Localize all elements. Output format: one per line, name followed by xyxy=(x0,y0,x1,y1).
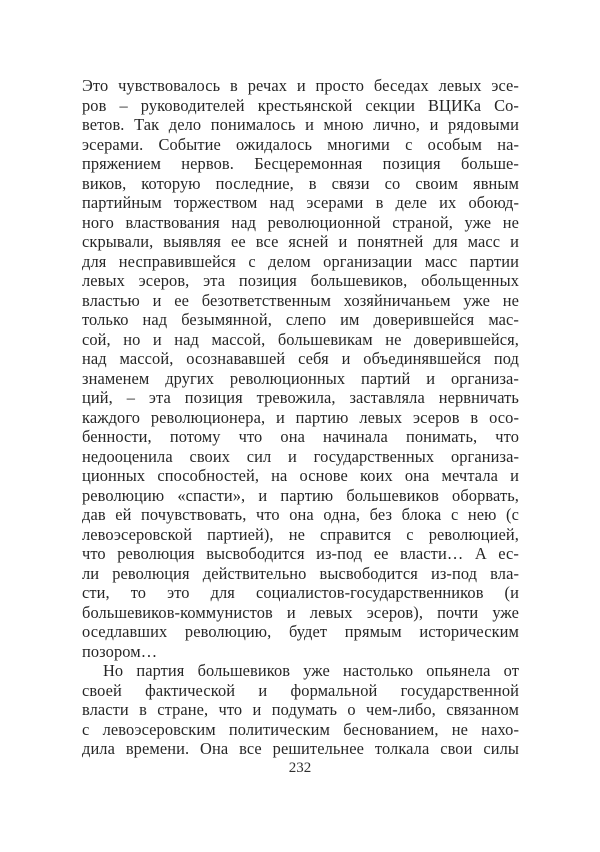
page-number: 232 xyxy=(288,760,312,776)
text-line: эсерами. Событие ожидалось многими с особым на- xyxy=(82,134,519,154)
text-line: своей фактической и формальной государственной xyxy=(82,680,519,700)
text-line: скрывали, выявляя ее все ясней и понятней для масс и xyxy=(82,232,519,251)
text-line: ций, – эта позиция тревожила, заставляла нервничать xyxy=(82,388,519,407)
text-line: для несправившейся с делом организации масс партии xyxy=(82,251,519,271)
text-line: каждого революционера, и партию левых эсеров в осо- xyxy=(82,407,519,427)
text-line: ционных способностей, на основе коих она мечтала и xyxy=(82,466,519,485)
text-line: властью и ее безответственным хозяйничаньем уже не xyxy=(82,290,519,310)
paragraph xyxy=(82,661,519,759)
text-line: левоэсеровской партией), не справится с революцией, xyxy=(82,524,519,544)
text-line: Это чувствовалось в речах и просто беседах левых эсе- xyxy=(82,76,519,95)
text-line: над массой, осознававшей себя и объединявшейся под xyxy=(82,349,519,368)
text-line: пряжением нервов. Бесцеремонная позиция больше- xyxy=(82,154,519,173)
text-line: дила времени. Она все решительнее толкала свои силы xyxy=(82,739,519,758)
text-line: сой, но и над массой, большевикам не доверившейся, xyxy=(82,329,519,349)
text-line: революцию «спасти», и партию большевиков оборвать, xyxy=(82,485,519,505)
text-line: партийным торжеством над эсерами в деле их обоюд- xyxy=(82,193,519,212)
text-line: ли революция действительно высвободится из-под вла- xyxy=(82,563,519,583)
text-line: дав ей почувствовать, что она одна, без блока с нею (с xyxy=(82,505,519,524)
text-line: виков, которую последние, в связи со своим явным xyxy=(82,173,519,193)
text-line: только над безымянной, слепо им доверившейся мас- xyxy=(82,310,519,329)
text-line: большевиков-коммунистов и левых эсеров), почти уже xyxy=(82,602,519,622)
text-line: ров – руководителей крестьянской секции ВЦИКа Со- xyxy=(82,95,519,115)
text-line: что революция высвободится из-под ее власти… А ес- xyxy=(82,544,519,563)
text-line: сти, то это для социалистов-государственников (и xyxy=(82,583,519,602)
text-line: Но партия большевиков уже настолько опьянела от xyxy=(103,661,519,680)
text-block xyxy=(82,76,519,759)
text-line: знаменем других революционных партий и организа- xyxy=(82,368,519,388)
text-line: с левоэсеровским политическим беснованием, не нахо- xyxy=(82,719,519,739)
text-line: оседлавших революцию, будет прямым историческим xyxy=(82,622,519,641)
text-line: бенности, потому что она начинала понимать, что xyxy=(82,427,519,446)
text-line: левых эсеров, эта позиция большевиков, обольщенных xyxy=(82,271,519,290)
text-line: ветов. Так дело понималось и мною лично, и рядовыми xyxy=(82,115,519,134)
text-line: ного властвования над революционной страной, уже не xyxy=(82,212,519,232)
paragraph xyxy=(82,76,519,661)
text-line: недооценила своих сил и государственных организа- xyxy=(82,446,519,466)
text-line: позором… xyxy=(82,641,158,661)
text-line: власти в стране, что и подумать о чем-либо, связанном xyxy=(82,700,519,719)
